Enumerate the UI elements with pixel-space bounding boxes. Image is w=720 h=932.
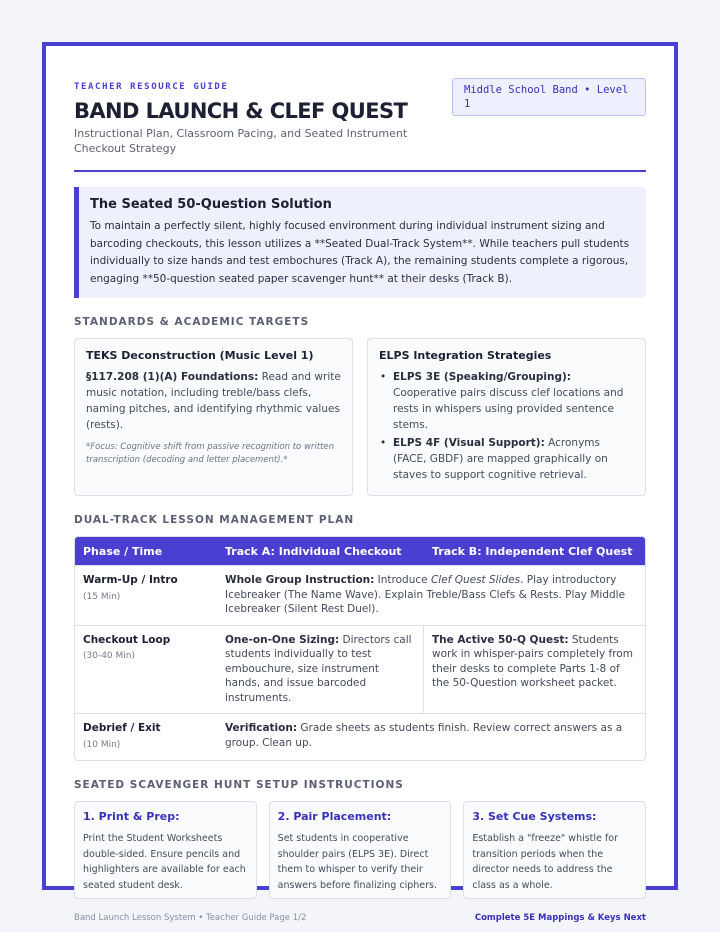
lesson-plan-table — [74, 536, 646, 761]
teks-note: *Focus: Cognitive shift from passive recognition to written transcription (decoding and letter placement).* — [86, 442, 335, 465]
document-page — [42, 42, 678, 923]
merged-cell — [217, 714, 645, 760]
callout-body: To maintain a perfectly silent, highly focused environment during individual instrument sizing and barcoding checkouts, this lesson utilizes a **Seated Dual-Track System**. While teachers pull students individually to size hands and test embochures (Track A), the remaining students complete a rigorous, engaging **50-question seated paper scavenger hunt** at their desks (Track B). — [90, 220, 630, 285]
column-header: Track A: Individual Checkout — [225, 544, 402, 558]
header — [74, 82, 646, 156]
footer-page-info: Band Launch Lesson System • Teacher Guide Page 1/2 — [74, 913, 307, 923]
header-divider — [74, 170, 646, 172]
track-b-cell — [424, 626, 645, 714]
cell-text: Students work in whisper-pairs completely from their desks to complete Parts 1-8 of the 50-Question worksheet packet. — [432, 633, 633, 689]
step-text: Set students in cooperative shoulder pairs (ELPS 3E). Direct them to whisper to verify their answers before finalizing ciphers. — [277, 833, 437, 891]
list-item — [379, 435, 635, 483]
phase-time: (30-40 Min) — [83, 651, 136, 661]
step-title: 1. Print & Prep: — [83, 810, 180, 823]
page-subtitle: Instructional Plan, Classroom Pacing, and Seated Instrument Checkout Strategy — [74, 127, 408, 155]
table-row — [75, 625, 645, 714]
elps-item-lead: ELPS 4F (Visual Support): — [393, 437, 545, 449]
setup-heading: SEATED SCAVENGER HUNT SETUP INSTRUCTIONS — [74, 779, 404, 791]
phase-cell — [75, 566, 217, 625]
cell-text: Introduce — [374, 574, 431, 586]
step-text: Print the Student Worksheets double-sided. Ensure pencils and highlighters are available for each seated student desk. — [83, 833, 246, 891]
phase-name: Warm-Up / Intro — [83, 574, 178, 586]
cell-text: Directors call students individually to test embouchure, size instrument hands, and issue barcoded instruments. — [225, 633, 412, 704]
solution-callout — [74, 187, 646, 298]
track-a-cell — [217, 626, 424, 714]
cell-lead: Whole Group Instruction: — [225, 574, 375, 586]
column-header: Track B: Independent Clef Quest — [432, 544, 633, 558]
page-footer — [74, 913, 646, 923]
setup-step-card — [74, 801, 257, 899]
step-text: Establish a "freeze" whistle for transition periods when the director needs to address the class as a whole. — [472, 833, 618, 891]
setup-step-card — [269, 801, 452, 899]
phase-time: (10 Min) — [83, 739, 121, 750]
callout-title: The Seated 50-Question Solution — [90, 197, 332, 212]
elps-item-text: Acronyms (FACE, GBDF) are mapped graphically on staves to support cognitive retrieval. — [393, 437, 608, 481]
footer-next-link[interactable]: Complete 5E Mappings & Keys Next — [474, 913, 646, 923]
plan-heading: DUAL-TRACK LESSON MANAGEMENT PLAN — [74, 514, 355, 526]
phase-cell — [75, 626, 217, 714]
level-badge: Middle School Band • Level 1 — [452, 78, 646, 116]
cell-lead: One-on-One Sizing: — [225, 633, 340, 646]
teks-title: TEKS Deconstruction (Music Level 1) — [86, 349, 314, 362]
eyebrow-label: TEACHER RESOURCE GUIDE — [74, 82, 229, 92]
table-row — [75, 565, 645, 625]
teks-card — [74, 338, 353, 496]
elps-item-text: Cooperative pairs discuss clef locations and rests in whispers using provided sentence stems. — [393, 387, 624, 431]
phase-name: Checkout Loop — [83, 633, 171, 646]
teks-body — [86, 369, 342, 433]
cell-lead: The Active 50-Q Quest: — [432, 633, 569, 646]
merged-cell — [217, 566, 645, 625]
table-row — [75, 713, 645, 760]
cell-text: Grade sheets as students finish. Review correct answers as a group. Clean up. — [225, 722, 623, 749]
teks-lead: §117.208 (1)(A) Foundations: — [86, 371, 259, 383]
table-header — [75, 537, 645, 565]
list-item — [379, 369, 635, 433]
setup-steps — [74, 801, 646, 899]
elps-list — [379, 369, 635, 483]
standards-cards — [74, 338, 646, 496]
teks-text: Read and write music notation, including treble/bass clefs, naming pitches, and identifying rhythmic values (rests). — [86, 371, 341, 431]
setup-step-card — [463, 801, 646, 899]
cell-italic: Clef Quest Slides — [430, 574, 521, 586]
elps-title: ELPS Integration Strategies — [379, 349, 552, 362]
phase-time: (15 Min) — [83, 591, 121, 602]
elps-card — [367, 338, 646, 496]
phase-name: Debrief / Exit — [83, 722, 161, 734]
step-title: 3. Set Cue Systems: — [472, 810, 597, 823]
page-title: BAND LAUNCH & CLEF QUEST — [74, 99, 408, 123]
standards-heading: STANDARDS & ACADEMIC TARGETS — [74, 316, 310, 328]
step-title: 2. Pair Placement: — [277, 810, 392, 823]
cell-text: . Play introductory Icebreaker (The Name Wave). Explain Treble/Bass Clefs & Rests. Play Middle Icebreaker (Silent Rest Duel). — [225, 574, 626, 615]
cell-lead: Verification: — [225, 722, 298, 734]
elps-item-lead: ELPS 3E (Speaking/Grouping): — [393, 371, 571, 383]
page-content — [74, 82, 646, 923]
column-header: Phase / Time — [83, 544, 163, 558]
phase-cell — [75, 714, 217, 760]
